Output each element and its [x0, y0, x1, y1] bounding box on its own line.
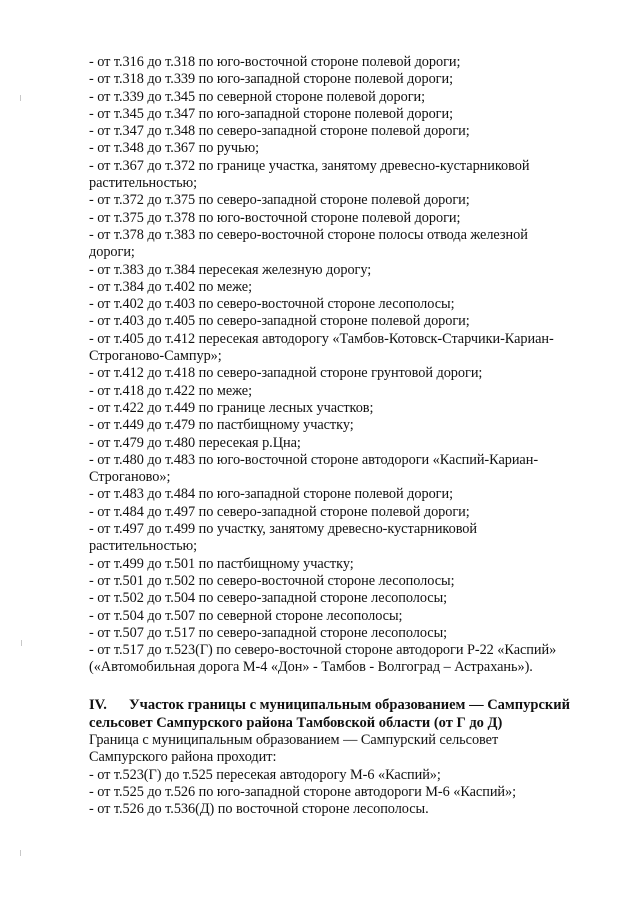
- scan-mark: [20, 850, 21, 856]
- list-line: - от т.412 до т.418 по северо-западной стороне грунтовой дороги;: [89, 365, 483, 382]
- scan-mark: [21, 640, 22, 646]
- list-line: - от т.484 до т.497 по северо-западной стороне полевой дороги;: [89, 503, 470, 520]
- list-line: - от т.422 до т.449 по границе лесных участков;: [89, 399, 374, 416]
- list-line: - от т.372 до т.375 по северо-западной стороне полевой дороги;: [89, 192, 470, 209]
- boundary-list: [89, 54, 609, 677]
- section-number: IV.: [89, 697, 107, 713]
- list-line: - от т.405 до т.412 пересекая автодорогу «Тамбов-Котовск-Старчики-Кариан-: [89, 330, 554, 347]
- list-line: дороги;: [89, 244, 135, 261]
- list-line: - от т.480 до т.483 по юго-восточной стороне автодороги «Каспий-Кариан-: [89, 451, 539, 468]
- list-line: Строганово-Сампур»;: [89, 348, 222, 365]
- list-line: - от т.517 до т.523(Г) по северо-восточной стороне автодороги Р-22 «Каспий»: [89, 642, 557, 659]
- section-list-line: - от т.523(Г) до т.525 пересекая автодорогу М-6 «Каспий»;: [89, 766, 441, 783]
- section-heading-line2: сельсовет Сампурского района Тамбовской области (от Г до Д): [89, 714, 503, 731]
- list-line: Строганово»;: [89, 469, 171, 486]
- list-line: - от т.507 до т.517 по северо-западной стороне лесополосы;: [89, 624, 448, 641]
- list-line: («Автомобильная дорога М-4 «Дон» - Тамбов - Волгоград – Астрахань»).: [89, 659, 533, 676]
- list-line: - от т.348 до т.367 по ручью;: [89, 140, 260, 157]
- section-intro-line: Сампурского района проходит:: [89, 749, 277, 766]
- list-line: - от т.318 до т.339 по юго-западной стороне полевой дороги;: [89, 71, 454, 88]
- list-line: растительностью;: [89, 538, 198, 555]
- section-iv: [89, 697, 609, 818]
- list-line: - от т.367 до т.372 по границе участка, занятому древесно-кустарниковой: [89, 157, 530, 174]
- list-line: - от т.347 до т.348 по северо-западной стороне полевой дороги;: [89, 123, 470, 140]
- list-line: растительностью;: [89, 175, 198, 192]
- list-line: - от т.483 до т.484 по юго-западной стороне полевой дороги;: [89, 486, 454, 503]
- list-line: - от т.383 до т.384 пересекая железную дорогу;: [89, 261, 372, 278]
- section-list-line: - от т.525 до т.526 по юго-западной стороне автодороги М-6 «Каспий»;: [89, 783, 517, 800]
- list-line: - от т.504 до т.507 по северной стороне лесополосы;: [89, 607, 403, 624]
- list-line: - от т.501 до т.502 по северо-восточной стороне лесополосы;: [89, 572, 455, 589]
- list-line: - от т.499 до т.501 по пастбищному участку;: [89, 555, 354, 572]
- list-line: - от т.375 до т.378 по юго-восточной стороне полевой дороги;: [89, 209, 461, 226]
- section-list-line: - от т.526 до т.536(Д) по восточной стороне лесополосы.: [89, 801, 429, 818]
- list-line: - от т.502 до т.504 по северо-западной стороне лесополосы;: [89, 590, 448, 607]
- list-line: - от т.345 до т.347 по юго-западной стороне полевой дороги;: [89, 105, 454, 122]
- section-heading: [89, 697, 609, 715]
- list-line: - от т.449 до т.479 по пастбищному участку;: [89, 417, 354, 434]
- list-line: - от т.402 до т.403 по северо-восточной стороне лесополосы;: [89, 296, 455, 313]
- list-line: - от т.418 до т.422 по меже;: [89, 382, 253, 399]
- section-heading-line1: Участок границы с муниципальным образованием — Сампурский: [129, 697, 570, 713]
- list-line: - от т.403 до т.405 по северо-западной стороне полевой дороги;: [89, 313, 470, 330]
- list-line: - от т.497 до т.499 по участку, занятому древесно-кустарниковой: [89, 521, 478, 538]
- list-line: - от т.384 до т.402 по меже;: [89, 278, 253, 295]
- list-line: - от т.339 до т.345 по северной стороне полевой дороги;: [89, 88, 426, 105]
- list-line: - от т.316 до т.318 по юго-восточной стороне полевой дороги;: [89, 54, 461, 70]
- list-line: - от т.378 до т.383 по северо-восточной стороне полосы отвода железной: [89, 226, 528, 243]
- list-line: - от т.479 до т.480 пересекая р.Цна;: [89, 434, 301, 451]
- scan-mark: [20, 95, 21, 101]
- section-intro-line: Граница с муниципальным образованием — Сампурский сельсовет: [89, 732, 499, 748]
